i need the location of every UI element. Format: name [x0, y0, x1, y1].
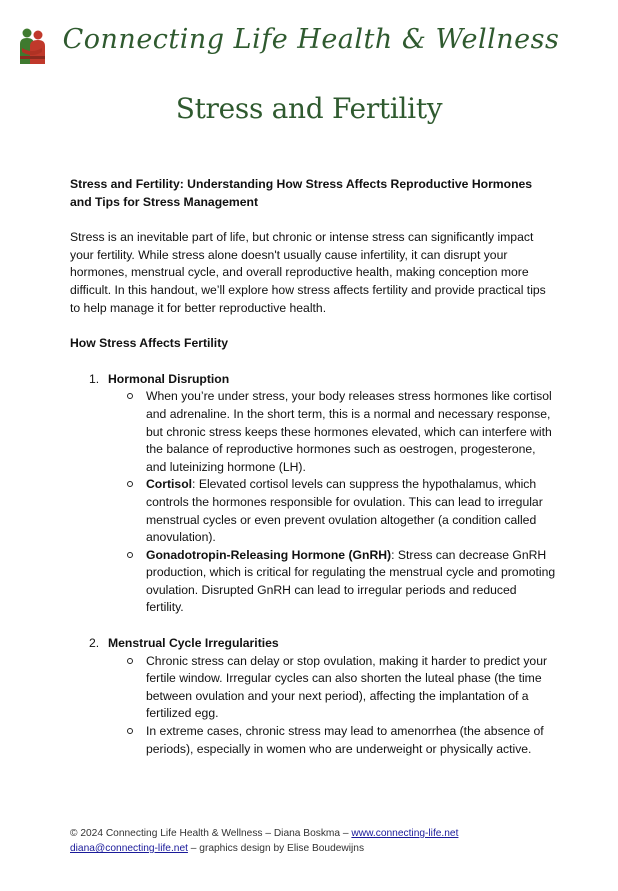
list-item	[70, 635, 556, 758]
bullet-list	[108, 388, 556, 617]
page-title: Stress and Fertility	[175, 92, 443, 125]
bullet-item	[146, 476, 556, 546]
section-title: How Stress Affects Fertility	[70, 336, 229, 351]
bullet-item	[146, 388, 556, 476]
bullet-text: : Stress can decrease GnRH production, which is critical for regulating the menstrual cycle and promoting ovulation. Disrupted GnRH can lead to irregular periods and reduced fertility.	[146, 547, 556, 615]
circle-bullet-icon	[127, 393, 133, 399]
footer-copyright: © 2024 Connecting Life Health & Wellness – Diana Boskma –	[70, 828, 352, 839]
bullet-text: Chronic stress can delay or stop ovulation, making it harder to predict your fertile window. Irregular cycles can also shorten the luteal phase (the time between ovulation and your next period), affecting the implantation of a fertilized egg.	[146, 653, 548, 721]
item-title: Hormonal Disruption	[108, 371, 230, 386]
circle-bullet-icon	[127, 552, 133, 558]
document-body	[70, 176, 556, 758]
email-link[interactable]: diana@connecting-life.net	[70, 843, 188, 854]
bullet-text: : Elevated cortisol levels can suppress the hypothalamus, which controls the hormones responsible for ovulation. This can lead to irregular menstrual cycles or even prevent ovulation altogether (a condition called anovulation).	[146, 477, 543, 545]
circle-bullet-icon	[127, 481, 133, 487]
bullet-text: In extreme cases, chronic stress may lead to amenorrhea (the absence of periods), especially in women who are underweight or physically active.	[146, 724, 544, 756]
intro-paragraph: Stress is an inevitable part of life, but chronic or intense stress can significantly impact your fertility. While stress alone doesn't usually cause infertility, it can disrupt your hormones, menstrual cycle, and overall reproductive health, making conception more difficult. In this handout, we’ll explore how stress affects fertility and provide practical tips to help manage it for better reproductive health.	[70, 230, 546, 315]
brand-name: Connecting Life Health & Wellness	[62, 24, 560, 55]
list-item	[70, 371, 556, 635]
footer	[70, 826, 458, 856]
footer-credit: – graphics design by Elise Boudewijns	[187, 843, 365, 854]
intro-heading: Stress and Fertility: Understanding How Stress Affects Reproductive Hormones and Tips for Stress Management	[70, 177, 533, 209]
bullet-list	[108, 653, 556, 759]
bullet-item	[146, 547, 556, 617]
bullet-item	[146, 723, 556, 758]
circle-bullet-icon	[127, 658, 133, 664]
bullet-text: When you’re under stress, your body releases stress hormones like cortisol and adrenaline. In the short term, this is a normal and necessary response, but chronic stress keeps these hormones elevated, which can interfere with the balance of reproductive hormones such as oestrogen, progesterone, and luteinizing hormone (LH).	[146, 389, 552, 474]
bullet-item	[146, 653, 556, 723]
bullet-term: Cortisol	[146, 477, 193, 492]
numbered-list	[70, 371, 556, 758]
item-number: 1.	[89, 371, 100, 386]
website-link[interactable]: www.connecting-life.net	[351, 828, 459, 839]
item-number: 2.	[89, 636, 100, 651]
bullet-term: Gonadotropin-Releasing Hormone (GnRH)	[146, 547, 392, 562]
item-title: Menstrual Cycle Irregularities	[108, 636, 279, 651]
circle-bullet-icon	[127, 728, 133, 734]
